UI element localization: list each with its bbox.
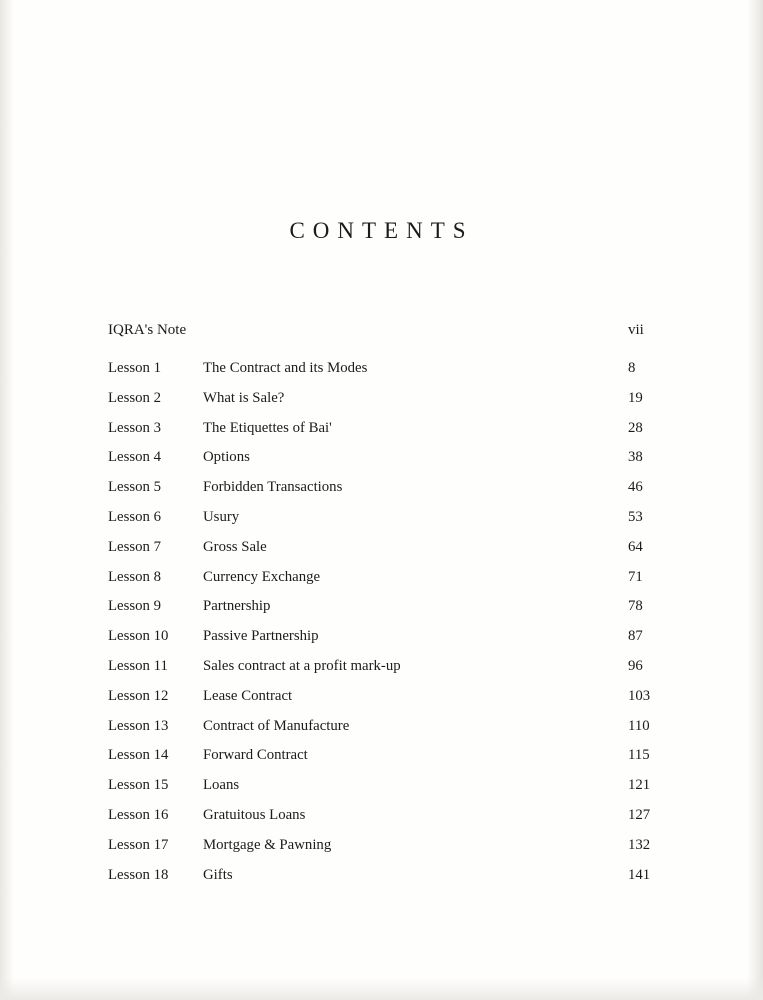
toc-entry-title: What is Sale? — [203, 389, 285, 406]
toc-row[interactable] — [108, 658, 698, 688]
toc-entry-page: 64 — [628, 538, 643, 555]
toc-lesson-label: Lesson 7 — [108, 538, 162, 555]
toc-lesson-label: Lesson 11 — [108, 657, 168, 674]
toc-entry-page: 110 — [628, 717, 650, 734]
toc-entry-title: Options — [203, 449, 250, 466]
toc-row[interactable] — [108, 718, 698, 748]
toc-row[interactable] — [108, 449, 698, 479]
page-title: CONTENTS — [289, 218, 474, 243]
toc-row[interactable] — [108, 539, 698, 569]
toc-front-matter-page: vii — [628, 322, 644, 338]
toc-row[interactable] — [108, 479, 698, 509]
toc-entry-page: 132 — [628, 836, 651, 853]
toc-row[interactable] — [108, 509, 698, 539]
toc-entry-title: Gifts — [203, 866, 233, 883]
toc-entry-page: 87 — [628, 628, 643, 645]
toc-lesson-label: Lesson 13 — [108, 717, 169, 734]
toc-entry-title: Forward Contract — [203, 747, 308, 764]
toc-entry-page: 96 — [628, 657, 643, 674]
toc-row[interactable] — [108, 360, 698, 390]
toc-row[interactable] — [108, 569, 698, 599]
toc-row[interactable] — [108, 837, 698, 867]
toc-entry-title: Partnership — [203, 598, 271, 615]
toc-row[interactable] — [108, 598, 698, 628]
toc-entry-page: 53 — [628, 508, 643, 525]
toc-row[interactable] — [108, 628, 698, 658]
toc-lesson-label: Lesson 14 — [108, 747, 169, 764]
toc-lesson-label: Lesson 5 — [108, 479, 162, 496]
toc-lesson-label: Lesson 1 — [108, 360, 162, 376]
toc-lesson-label: Lesson 12 — [108, 687, 169, 704]
toc-lesson-label: Lesson 3 — [108, 419, 162, 436]
toc-lesson-label: Lesson 9 — [108, 598, 162, 615]
toc-entry-page: 115 — [628, 747, 650, 764]
toc-row[interactable] — [108, 688, 698, 718]
toc-entry-page: 38 — [628, 449, 643, 466]
toc-row[interactable] — [108, 867, 698, 897]
toc-entry-page: 141 — [628, 866, 651, 883]
toc-entry-title: Lease Contract — [203, 687, 293, 704]
toc-entry-page: 8 — [628, 360, 636, 376]
toc-lesson-label: Lesson 10 — [108, 628, 169, 645]
toc-entry-page: 103 — [628, 687, 651, 704]
toc-lesson-label: Lesson 18 — [108, 866, 169, 883]
toc-lesson-label: Lesson 4 — [108, 449, 162, 466]
toc-entry-title: Loans — [203, 777, 240, 794]
toc-rows — [108, 360, 698, 896]
toc-row[interactable] — [108, 807, 698, 837]
toc-entry-page: 46 — [628, 479, 643, 496]
toc-entry-title: Currency Exchange — [203, 568, 321, 585]
toc-row[interactable] — [108, 747, 698, 777]
toc-lesson-label: Lesson 6 — [108, 508, 162, 525]
toc-lesson-label: Lesson 8 — [108, 568, 162, 585]
toc-entry-page: 71 — [628, 568, 643, 585]
toc-entry-page: 28 — [628, 419, 643, 436]
toc-entry-title: The Etiquettes of Bai' — [203, 419, 332, 436]
page-edge-shadow-bottom — [0, 978, 763, 1000]
toc-entry-title: Gross Sale — [203, 538, 267, 555]
toc-entry-title: The Contract and its Modes — [203, 360, 368, 376]
toc-entry-title: Mortgage & Pawning — [203, 836, 332, 853]
page-edge-shadow-left — [0, 0, 14, 1000]
toc-entry-title: Gratuitous Loans — [203, 806, 306, 823]
toc-entry-page: 121 — [628, 777, 651, 794]
toc-row[interactable] — [108, 777, 698, 807]
toc-entry-title: Sales contract at a profit mark-up — [203, 657, 401, 674]
toc-row[interactable] — [108, 420, 698, 450]
toc-lesson-label: Lesson 15 — [108, 777, 169, 794]
toc-front-matter-row[interactable] — [108, 322, 698, 360]
toc-entry-page: 19 — [628, 389, 643, 406]
page-edge-shadow-right — [747, 0, 763, 1000]
toc-entry-page: 78 — [628, 598, 643, 615]
toc-entry-title: Contract of Manufacture — [203, 717, 350, 734]
toc-lesson-label: Lesson 16 — [108, 806, 169, 823]
table-of-contents — [108, 322, 698, 896]
toc-front-matter-label: IQRA's Note — [108, 322, 187, 338]
toc-lesson-label: Lesson 17 — [108, 836, 169, 853]
toc-entry-page: 127 — [628, 806, 651, 823]
toc-entry-title: Usury — [203, 508, 240, 525]
toc-entry-title: Passive Partnership — [203, 628, 319, 645]
toc-entry-title: Forbidden Transactions — [203, 479, 343, 496]
toc-lesson-label: Lesson 2 — [108, 389, 162, 406]
toc-row[interactable] — [108, 390, 698, 420]
